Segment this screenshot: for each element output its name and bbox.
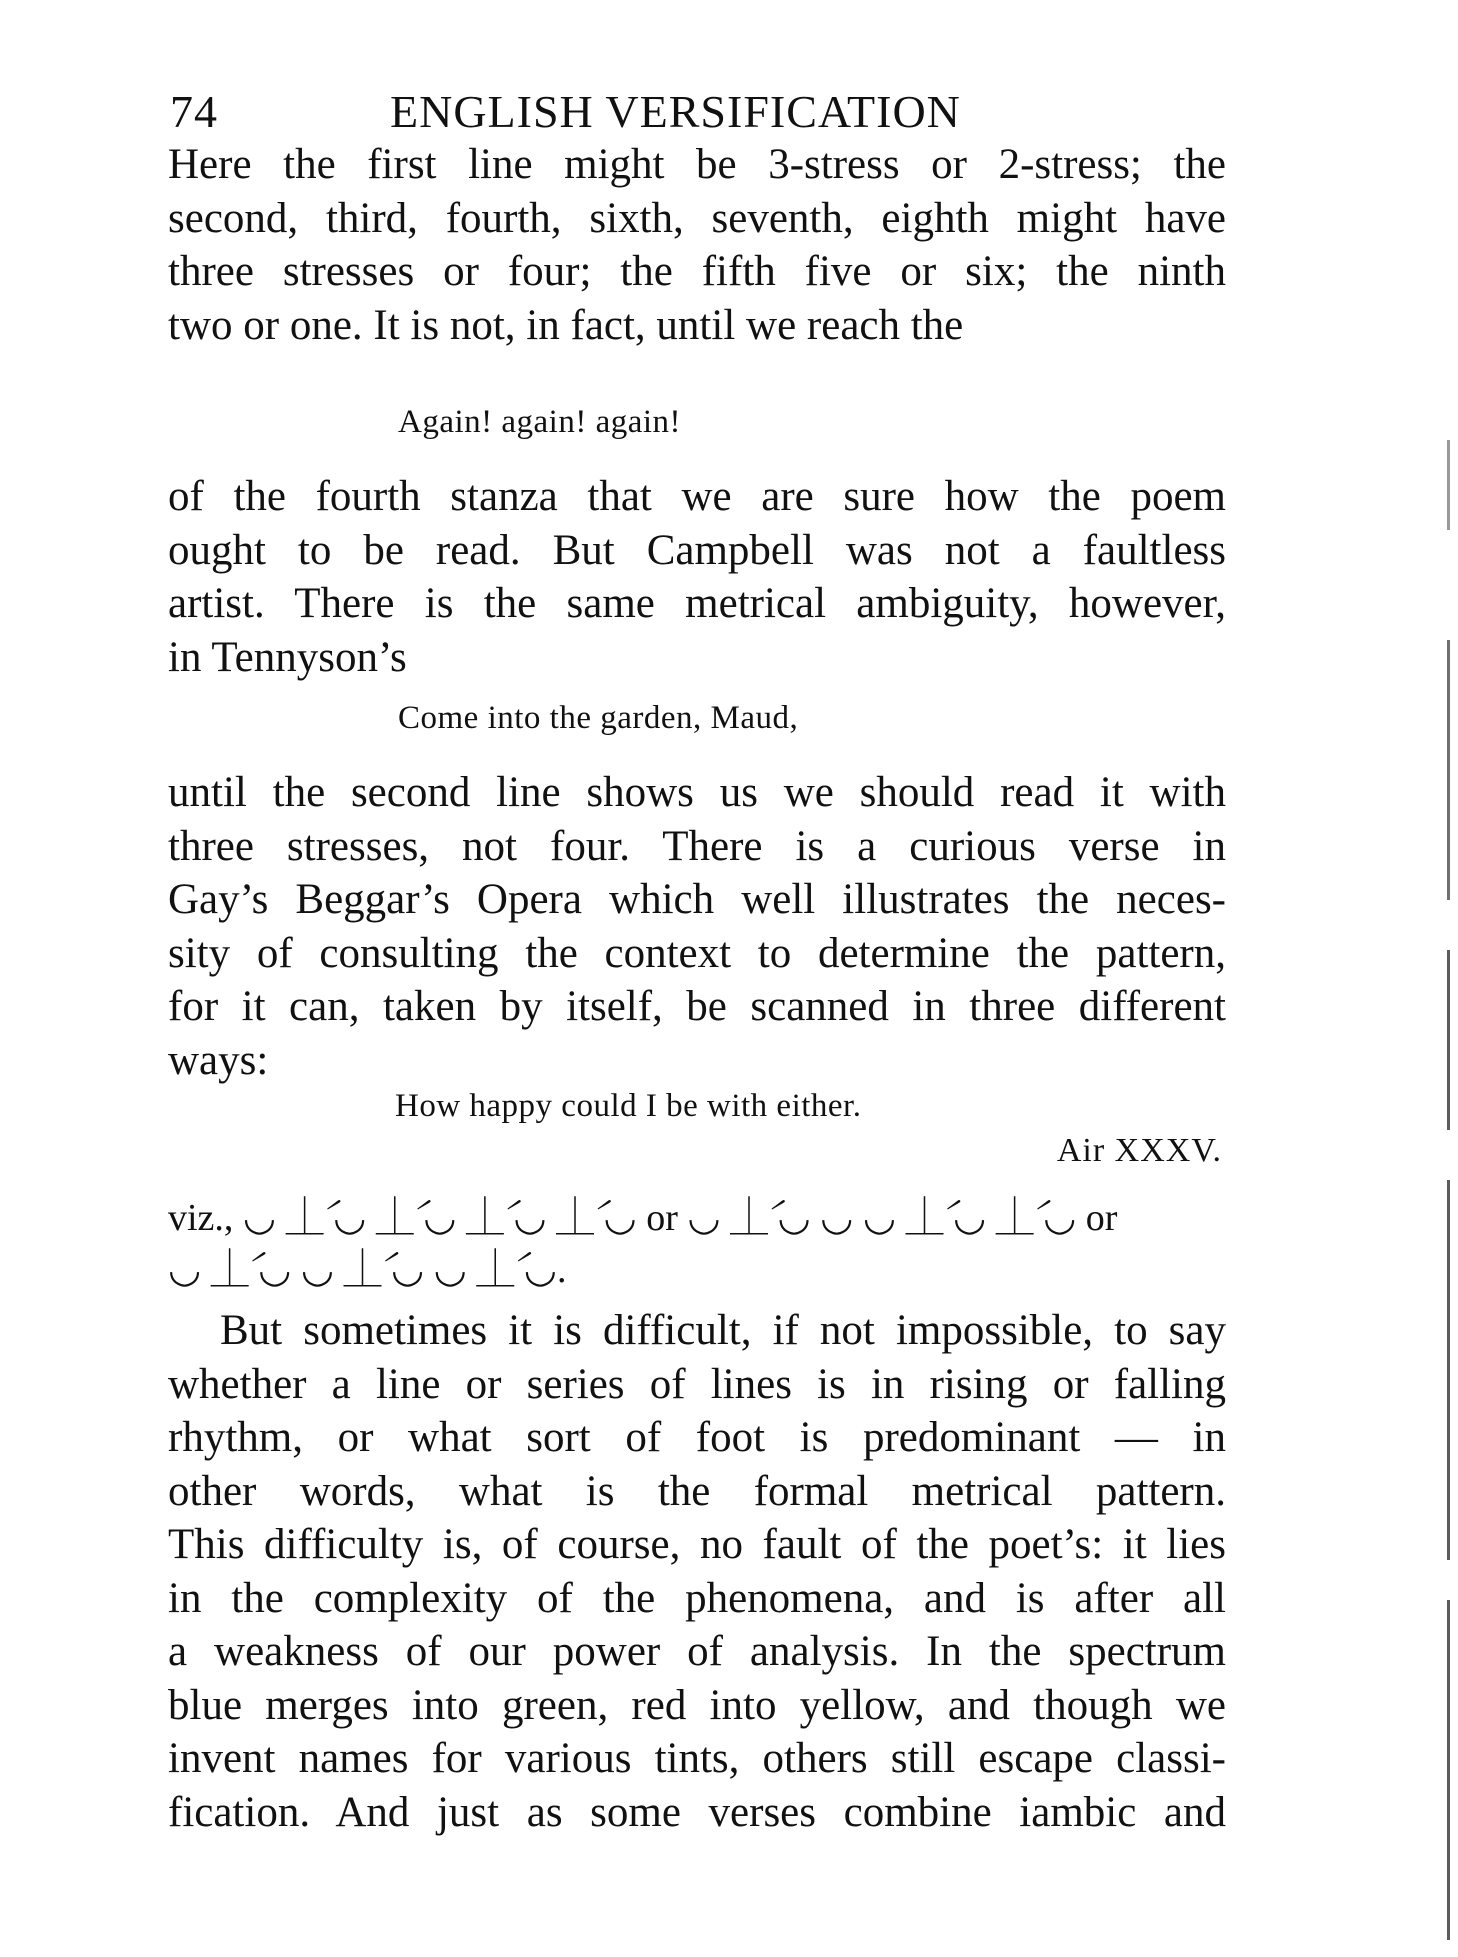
text-line: Gay’s Beggar’s Opera which well illustrates the neces- (168, 876, 1226, 923)
text-line: blue merges into green, red into yellow, and though we (168, 1681, 1226, 1729)
text-line: a weakness of our power of analysis. In the spectrum (168, 1628, 1226, 1675)
page-header (170, 85, 1230, 145)
quotation-come-into-the-garden: Come into the garden, Maud, (398, 700, 799, 736)
page-edge-shadow (1447, 640, 1450, 900)
text-line: Here the first line might be 3-stress or 2-stress; the (168, 141, 1226, 188)
text-line: artist. There is the same metrical ambiguity, however, (168, 580, 1226, 627)
text-line: ought to be read. But Campbell was not a faultless (168, 526, 1226, 574)
running-title: ENGLISH VERSIFICATION (390, 86, 961, 137)
text-line: whether a line or series of lines is in rising or falling (168, 1360, 1226, 1408)
quotation-how-happy: How happy could I be with either. (395, 1088, 862, 1124)
text-line: invent names for various tints, others still escape classi- (168, 1735, 1226, 1782)
page-edge-shadow (1447, 950, 1450, 1130)
page-edge-shadow (1447, 1180, 1450, 1560)
page-edge-shadow (1447, 440, 1450, 530)
text-line: until the second line shows us we should read it with (168, 769, 1226, 816)
text-line: But sometimes it is difficult, if not impossible, to say (220, 1307, 1226, 1354)
text-line: for it can, taken by itself, be scanned in three different (168, 983, 1226, 1030)
text-line: other words, what is the formal metrical pattern. (168, 1467, 1226, 1515)
text-line: second, third, fourth, sixth, seventh, eighth might have (168, 194, 1226, 242)
text-line: of the fourth stanza that we are sure how the poem (168, 473, 1226, 520)
text-line: ways: (168, 1036, 269, 1084)
paragraph-3 (168, 766, 1226, 1087)
page-edge-shadow (1447, 1600, 1450, 1940)
text-line: in the complexity of the phenomena, and is after all (168, 1574, 1226, 1622)
quotation-attribution: Air XXXV. (1056, 1132, 1222, 1169)
paragraph-2 (168, 470, 1226, 684)
text-line: fication. And just as some verses combine iambic and (168, 1788, 1226, 1836)
scansion-line-2: ◡ ⏊́ ◡ ◡ ⏊́ ◡ ◡ ⏊́ ◡. (168, 1249, 567, 1291)
text-line: three stresses, not four. There is a curious verse in (168, 822, 1226, 870)
page-number: 74 (170, 86, 218, 137)
text-line: three stresses or four; the fifth five or six; the ninth (168, 248, 1226, 295)
text-line: in Tennyson’s (168, 633, 407, 681)
paragraph-4 (168, 1304, 1226, 1839)
text-line: two or one. It is not, in fact, until we reach the (168, 301, 964, 349)
paragraph-1 (168, 138, 1226, 352)
text-line: rhythm, or what sort of foot is predominant — in (168, 1414, 1226, 1461)
text-line: This difficulty is, of course, no fault of the poet’s: it lies (168, 1521, 1226, 1568)
quotation-again: Again! again! again! (398, 404, 682, 440)
text-line: sity of consulting the context to determine the pattern, (168, 929, 1226, 977)
scansion-line-1: viz., ◡ ⏊́ ◡ ⏊́ ◡ ⏊́ ◡ ⏊́ ◡ or ◡ ⏊́ ◡ ◡ ◡ ⏊́ ◡ ⏊́ ◡ or (168, 1197, 1118, 1239)
